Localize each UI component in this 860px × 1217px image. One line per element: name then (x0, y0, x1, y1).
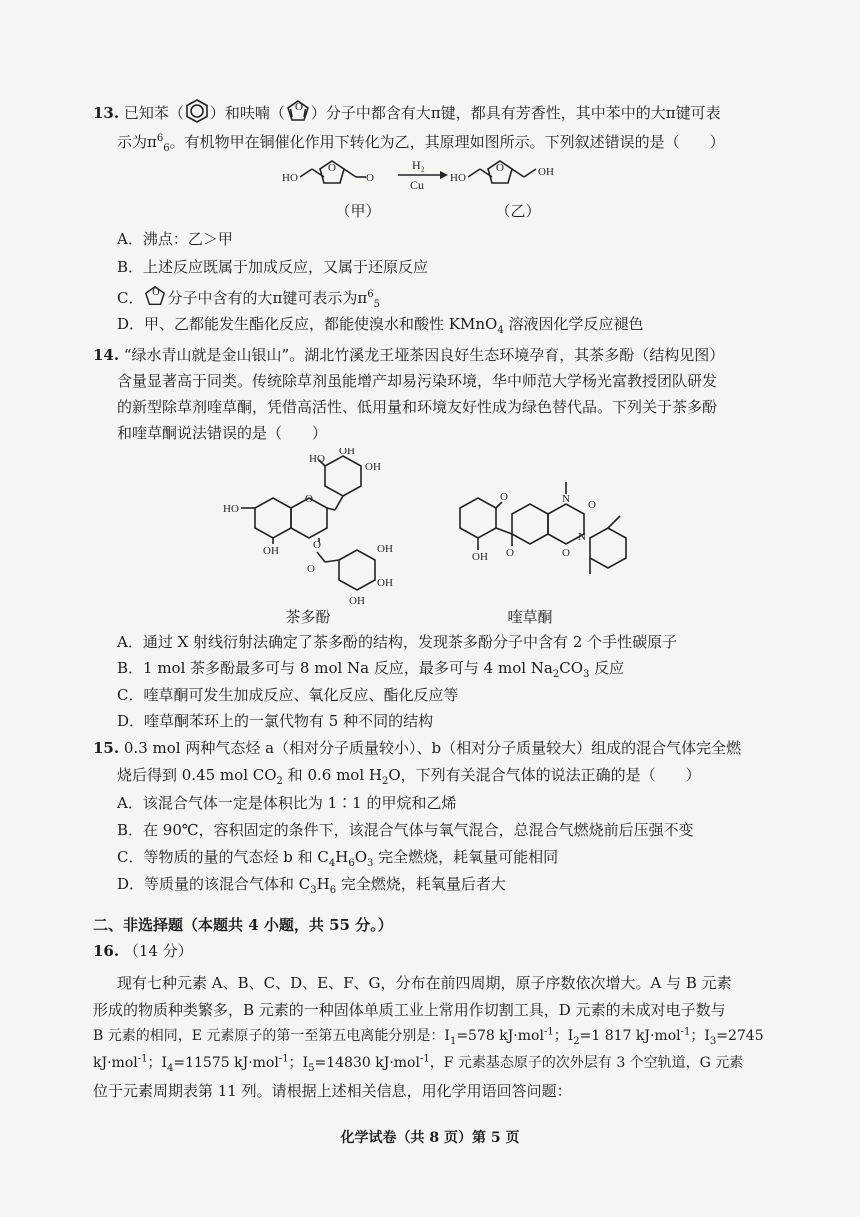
svg-text:OH: OH (377, 577, 393, 589)
q16-header: 16. （14 分） (93, 942, 193, 960)
q16-paragraph-line3: B 元素的相同，E 元素原子的第一至第五电离能分别是：$I_1=578$ kJ·mol$^{-1}$；$I_2=1$ 817 kJ·mol$^{-1}$；$I_3=2745$ (93, 1026, 764, 1047)
svg-text:OH: OH (339, 448, 355, 457)
q16-paragraph-line1: 现有七种元素 A、B、C、D、E、F、G，分布在前四周期，原子序数依次增大。A 与 B 元素 (117, 974, 732, 992)
svg-text:OH: OH (472, 551, 488, 563)
q13-number: 13. (93, 104, 120, 122)
quinotrione-structure (450, 468, 650, 588)
svg-text:O: O (313, 539, 321, 551)
svg-text:OH: OH (538, 166, 554, 178)
q13-line2: 示为$\pi^6_6$。有机物甲在铜催化作用下转化为乙，其原理如图所示。下列叙述错误的是（ ） (117, 133, 725, 154)
q15-line1: 15. 0.3 mol 两种气态烃 a（相对分子质量较小）、b（相对分子质量较大）组成的混合气体完全燃 (93, 739, 742, 757)
q14-line4: 和喹草酮说法错误的是（ ） (117, 424, 328, 442)
q16-number: 16. (93, 942, 120, 960)
section-2-heading: 二、非选择题（本题共 4 小题，共 55 分。） (93, 916, 393, 934)
svg-text:O: O (328, 162, 336, 174)
q13-option-a: A．沸点：乙＞甲 (117, 230, 233, 248)
svg-text:O: O (500, 491, 508, 503)
q13-label-yi: （乙） (495, 202, 541, 220)
q14-number: 14. (93, 346, 120, 364)
svg-text:O: O (305, 493, 313, 505)
svg-text:O: O (366, 172, 374, 184)
q14-option-b: B．1 mol 茶多酚最多可与 8 mol Na 反应，最多可与 4 mol $Na_2CO_3$ 反应 (117, 659, 625, 680)
q13-option-c: C． O 分子中含有的大π键可表示为$\pi^6_5$ (117, 284, 380, 314)
atom-label: HO (282, 172, 298, 184)
svg-text:OH: OH (377, 543, 393, 555)
svg-text:O: O (152, 287, 161, 299)
q14-line3: 的新型除草剂喹草酮，凭借高活性、低用量和环境友好性成为绿色替代品。下列关于茶多酚 (117, 398, 718, 416)
q15-line2: 烧后得到 0.45 mol $CO_2$ 和 0.6 mol $H_2O$，下列有关混合气体的说法正确的是（ ） (117, 766, 701, 787)
q15-option-b: B．在 90℃，容积固定的条件下，该混合气体与氧气混合，总混合气燃烧前后压强不变 (117, 821, 694, 839)
svg-text:O: O (562, 547, 570, 559)
q14-line1: 14. “绿水青山就是金山银山”。湖北竹溪龙王垭茶因良好生态环境孕育，其茶多酚（结构见图） (93, 346, 725, 364)
q15-option-c: C．等物质的量的气态烃 b 和 $C_4H_6O_3$ 完全燃烧，耗氧量可能相同 (117, 848, 559, 869)
q14-option-c: C．喹草酮可发生加成反应、氧化反应、酯化反应等 (117, 686, 459, 704)
q13-line1: 13. 已知苯（ ）和呋喃（ O ）分子中都含有大π键，都具有芳香性，其中苯中的大π键可表 (93, 98, 721, 130)
quinotrione-name: 喹草酮 (507, 608, 553, 626)
svg-text:OH: OH (263, 545, 279, 557)
q15-number: 15. (93, 739, 120, 757)
q16-paragraph-line5: 位于元素周期表第 11 列。请根据上述相关信息，用化学用语回答问题： (93, 1082, 572, 1100)
q13-label-jia: （甲） (335, 202, 381, 220)
svg-text:O: O (294, 101, 303, 113)
furan-ring-icon (285, 98, 311, 130)
svg-text:O: O (496, 162, 504, 174)
q15-option-a: A．该混合气体一定是体积比为 1∶1 的甲烷和乙烯 (117, 794, 457, 812)
q15-option-d: D．等质量的该混合气体和 $C_3H_6$ 完全燃烧，耗氧量后者大 (117, 875, 506, 896)
q14-option-a: A．通过 X 射线衍射法确定了茶多酚的结构，发现茶多酚分子中含有 2 个手性碳原子 (117, 633, 678, 651)
q14-option-d: D．喹草酮苯环上的一氯代物有 5 种不同的结构 (117, 712, 434, 730)
svg-text:OH: OH (365, 461, 381, 473)
benzene-ring-icon (184, 98, 210, 130)
svg-text:Cu: Cu (410, 178, 425, 192)
svg-text:HO: HO (450, 172, 466, 184)
svg-text:HO: HO (309, 453, 325, 465)
tea-polyphenol-structure (215, 448, 415, 608)
svg-text:H₂: H₂ (412, 158, 425, 172)
svg-text:N: N (562, 493, 570, 505)
svg-text:N: N (578, 531, 586, 543)
svg-text:O: O (506, 547, 514, 559)
tea-polyphenol-name: 茶多酚 (285, 608, 331, 626)
svg-text:OH: OH (349, 595, 365, 607)
svg-text:O: O (307, 563, 315, 575)
q16-paragraph-line2: 形成的物质种类繁多，B 元素的一种固体单质工业上常用作切割工具，D 元素的未成对电子数与 (93, 1001, 726, 1019)
q16-paragraph-line4: kJ·mol$^{-1}$；$I_4=11575$ kJ·mol$^{-1}$；$I_5=14830$ kJ·mol$^{-1}$，F 元素基态原子的次外层有 3 个空轨道，G 元素 (93, 1053, 744, 1074)
q14-line2: 含量显著高于同类。传统除草剂虽能增产却易污染环境，华中师范大学杨光富教授团队研发 (117, 372, 718, 390)
furan-ring-icon (143, 284, 167, 314)
q13-option-b: B．上述反应既属于加成反应，又属于还原反应 (117, 258, 429, 276)
svg-text:O: O (588, 499, 596, 511)
q13-option-d: D．甲、乙都能发生酯化反应，都能使溴水和酸性 KMnO$_4$ 溶液因化学反应褪色 (117, 315, 644, 336)
page-footer: 化学试卷（共 8 页）第 5 页 (340, 1130, 520, 1146)
svg-text:HO: HO (223, 503, 239, 515)
